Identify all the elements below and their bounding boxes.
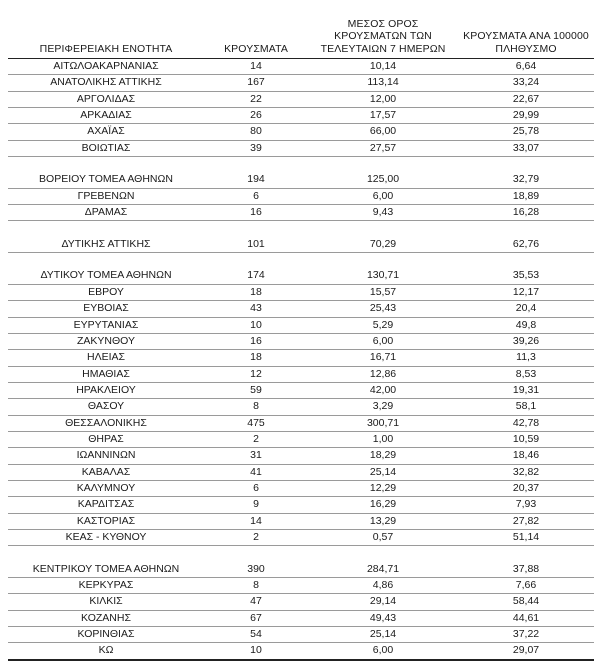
cases-per-100k-cell: 7,66 (515, 579, 537, 591)
table-row (8, 285, 594, 301)
seven-day-average-cell: 3,29 (372, 400, 394, 413)
cases-per-100k-cell: 33,24 (512, 76, 540, 89)
table-row (8, 124, 594, 140)
cases-cell: 39 (250, 141, 262, 154)
seven-day-average-cell: 17,57 (369, 109, 397, 122)
table-row (8, 643, 594, 660)
table-row (8, 318, 594, 334)
cases-cell: 10 (250, 644, 262, 657)
cases-cell: 10 (250, 318, 262, 331)
table-row (8, 383, 594, 399)
table-body (8, 59, 594, 661)
region-cell: ΗΜΑΘΙΑΣ (82, 367, 130, 380)
cases-per-100k-cell: 10,59 (512, 432, 540, 445)
seven-day-average-cell: 130,71 (366, 269, 400, 282)
cases-per-100k-cell: 12,17 (512, 285, 540, 298)
cases-cell: 43 (250, 302, 262, 315)
seven-day-average-cell: 6,00 (372, 644, 394, 657)
table-row (8, 172, 594, 188)
cases-cell: 18 (250, 351, 262, 364)
table-row (8, 350, 594, 366)
region-cell: ΘΗΡΑΣ (88, 432, 124, 445)
region-cell: ΕΥΡΥΤΑΝΙΑΣ (73, 318, 139, 331)
cases-per-100k-cell: 19,31 (512, 383, 540, 396)
cases-per-100k-cell: 32,79 (512, 173, 540, 186)
seven-day-average-cell: 12,00 (369, 92, 397, 105)
seven-day-average-cell: 9,43 (372, 206, 394, 219)
region-cell: ΚΟΡΙΝΘΙΑΣ (77, 628, 135, 641)
cases-per-100k-cell: 49,8 (515, 318, 537, 331)
seven-day-average-cell: 18,29 (369, 449, 397, 462)
cases-per-100k-cell: 32,82 (512, 465, 540, 478)
cases-per-100k-cell: 7,93 (515, 498, 537, 511)
seven-day-average-cell: 10,14 (369, 60, 397, 72)
table-row (8, 268, 594, 284)
cases-cell: 9 (253, 498, 259, 511)
cases-cell: 67 (250, 611, 262, 624)
table-row (8, 141, 594, 157)
seven-day-average-cell: 70,29 (369, 237, 397, 250)
region-cell: ΚΑΛΥΜΝΟΥ (76, 481, 136, 494)
region-cell: ΕΒΡΟΥ (88, 285, 124, 298)
cases-per-100k-cell: 35,53 (512, 269, 540, 282)
table-row (8, 301, 594, 317)
region-cell: ΚΕΑΣ - ΚΥΘΝΟΥ (65, 530, 147, 543)
cases-cell: 14 (250, 60, 262, 72)
table-row (8, 367, 594, 383)
table-row (8, 465, 594, 481)
cases-cell: 26 (250, 109, 262, 122)
seven-day-average-cell: 13,29 (369, 514, 397, 527)
table-row (8, 514, 594, 530)
cases-cell: 101 (247, 237, 265, 250)
cases-per-100k-cell: 16,28 (512, 206, 540, 219)
region-cell: ΒΟΡΕΙΟΥ ΤΟΜΕΑ ΑΘΗΝΩΝ (39, 173, 173, 186)
spacer-row (8, 253, 594, 268)
seven-day-average-cell: 12,29 (369, 481, 397, 494)
table-row (8, 416, 594, 432)
header-cases-per-100k (458, 30, 594, 55)
region-cell: ΗΛΕΙΑΣ (86, 351, 125, 364)
header-cases-per-100k-line: ΚΡΟΥΣΜΑΤΑ ΑΝΑ 100000 (463, 30, 589, 42)
region-cell: ΔΥΤΙΚΟΥ ΤΟΜΕΑ ΑΘΗΝΩΝ (40, 269, 172, 282)
cases-per-100k-cell: 39,26 (512, 334, 540, 347)
seven-day-average-cell: 29,14 (369, 595, 397, 608)
table-row (8, 594, 594, 610)
cases-per-100k-cell: 27,82 (512, 514, 540, 527)
region-cell: ΔΥΤΙΚΗΣ ΑΤΤΙΚΗΣ (61, 237, 151, 250)
cases-per-100k-cell: 18,89 (512, 189, 540, 202)
table-row (8, 481, 594, 497)
seven-day-average-cell: 125,00 (366, 173, 400, 186)
cases-cell: 8 (253, 400, 259, 413)
header-region-line: ΠΕΡΙΦΕΡΕΙΑΚΗ ΕΝΟΤΗΤΑ (39, 42, 173, 55)
cases-per-100k-cell: 22,67 (512, 92, 540, 105)
cases-cell: 41 (250, 465, 262, 478)
cases-per-100k-cell: 8,53 (515, 367, 537, 380)
header-region (8, 43, 204, 56)
cases-per-100k-cell: 18,46 (512, 449, 540, 462)
cases-per-100k-cell: 42,78 (512, 416, 540, 429)
region-cell: ΚΟΖΑΝΗΣ (81, 611, 131, 624)
cases-per-100k-cell: 20,4 (515, 302, 537, 315)
region-cell: ΙΩΑΝΝΙΝΩΝ (76, 449, 136, 462)
cases-cell: 390 (247, 562, 265, 575)
cases-cell: 6 (253, 189, 259, 202)
seven-day-average-cell: 66,00 (369, 125, 397, 138)
region-cell: ΔΡΑΜΑΣ (84, 206, 128, 219)
cases-per-100k-cell: 58,44 (512, 595, 540, 608)
seven-day-average-cell: 12,86 (369, 367, 397, 380)
table-row (8, 237, 594, 253)
cases-cell: 475 (247, 416, 265, 429)
cases-per-100k-cell: 11,3 (516, 351, 536, 364)
region-cell: ΚΩ (98, 644, 114, 657)
table-row (8, 448, 594, 464)
cases-per-100k-cell: 51,14 (512, 530, 540, 543)
cases-per-100k-cell: 33,07 (512, 141, 540, 154)
seven-day-average-cell: 6,00 (372, 334, 394, 347)
seven-day-average-cell: 25,14 (369, 465, 397, 478)
cases-cell: 12 (250, 367, 262, 380)
region-cell: ΓΡΕΒΕΝΩΝ (77, 189, 135, 202)
spacer-row (8, 157, 594, 172)
cases-cell: 59 (250, 383, 262, 396)
table-row (8, 205, 594, 221)
cases-cell: 22 (250, 92, 262, 105)
seven-day-average-cell: 16,71 (369, 351, 397, 364)
region-cell: ΒΟΙΩΤΙΑΣ (81, 141, 131, 154)
region-cell: ΑΡΓΟΛΙΔΑΣ (76, 92, 136, 105)
cases-per-100k-cell: 58,1 (515, 400, 537, 413)
cases-cell: 194 (247, 173, 265, 186)
table-row (8, 578, 594, 594)
header-cases (204, 43, 308, 56)
region-cell: ΕΥΒΟΙΑΣ (83, 302, 129, 315)
cases-per-100k-cell: 37,88 (512, 562, 540, 575)
seven-day-average-cell: 5,29 (372, 318, 394, 331)
cases-cell: 6 (253, 481, 259, 494)
header-seven-day-average-line: ΜΕΣΟΣ ΟΡΟΣ (347, 17, 419, 30)
header-seven-day-average (308, 18, 458, 56)
table-row (8, 399, 594, 415)
region-cell: ΑΡΚΑΔΙΑΣ (80, 109, 132, 122)
cases-per-100k-cell: 20,37 (512, 481, 540, 494)
table-row (8, 497, 594, 513)
seven-day-average-cell: 0,57 (372, 530, 394, 543)
cases-per-100k-cell: 29,99 (512, 109, 540, 122)
cases-cell: 16 (250, 334, 262, 347)
cases-cell: 54 (250, 628, 262, 641)
cases-per-100k-cell: 44,61 (512, 611, 540, 624)
table-row (8, 562, 594, 578)
seven-day-average-cell: 113,14 (367, 76, 399, 89)
table-row (8, 627, 594, 643)
spacer-row (8, 546, 594, 561)
region-cell: ΑΙΤΩΛΟΑΚΑΡΝΑΝΙΑΣ (53, 60, 159, 72)
region-cell: ΚΑΒΑΛΑΣ (81, 465, 131, 478)
cases-per-100k-cell: 6,64 (515, 60, 537, 72)
region-cell: ΚΑΡΔΙΤΣΑΣ (77, 498, 135, 511)
table-row (8, 432, 594, 448)
cases-per-100k-cell: 37,22 (512, 628, 540, 641)
cases-cell: 31 (250, 449, 262, 462)
table-row (8, 334, 594, 350)
seven-day-average-cell: 25,14 (369, 628, 397, 641)
table-row (8, 59, 594, 75)
seven-day-average-cell: 15,57 (369, 285, 397, 298)
seven-day-average-cell: 25,43 (369, 302, 397, 315)
seven-day-average-cell: 1,00 (372, 432, 394, 445)
header-cases-per-100k-line: ΠΛΗΘΥΣΜΟ (495, 42, 557, 55)
cases-per-100k-cell: 25,78 (512, 125, 540, 138)
cases-cell: 2 (253, 432, 259, 445)
region-cell: ΗΡΑΚΛΕΙΟΥ (76, 383, 136, 396)
header-seven-day-average-line: ΤΕΛΕΥΤΑΙΩΝ 7 ΗΜΕΡΩΝ (320, 42, 446, 55)
table-header (8, 0, 594, 59)
table-row (8, 108, 594, 124)
table-row (8, 189, 594, 205)
region-cell: ΚΕΡΚΥΡΑΣ (78, 579, 134, 591)
region-cell: ΑΧΑΪΑΣ (87, 125, 125, 138)
seven-day-average-cell: 16,29 (369, 498, 397, 511)
region-cell: ΚΑΣΤΟΡΙΑΣ (76, 514, 136, 527)
region-cell: ΖΑΚΥΝΘΟΥ (76, 334, 135, 347)
spacer-row (8, 221, 594, 236)
seven-day-average-cell: 27,57 (369, 141, 397, 154)
cases-cell: 8 (253, 579, 259, 591)
region-cell: ΘΕΣΣΑΛΟΝΙΚΗΣ (65, 416, 147, 429)
cases-cell: 16 (250, 206, 262, 219)
table-row (8, 75, 594, 91)
cases-per-100k-cell: 29,07 (512, 644, 540, 657)
region-cell: ΑΝΑΤΟΛΙΚΗΣ ΑΤΤΙΚΗΣ (50, 76, 162, 89)
cases-cell: 80 (250, 125, 262, 138)
seven-day-average-cell: 300,71 (366, 416, 400, 429)
cases-table (8, 0, 594, 661)
seven-day-average-cell: 284,71 (366, 562, 400, 575)
table-row (8, 530, 594, 546)
region-cell: ΚΕΝΤΡΙΚΟΥ ΤΟΜΕΑ ΑΘΗΝΩΝ (32, 562, 180, 575)
seven-day-average-cell: 6,00 (372, 189, 394, 202)
cases-cell: 14 (250, 514, 262, 527)
cases-cell: 47 (250, 595, 262, 608)
cases-cell: 167 (247, 76, 265, 89)
region-cell: ΚΙΛΚΙΣ (89, 595, 123, 608)
cases-cell: 174 (247, 269, 265, 282)
table-row (8, 611, 594, 627)
cases-per-100k-cell: 62,76 (512, 237, 540, 250)
seven-day-average-cell: 42,00 (369, 383, 397, 396)
seven-day-average-cell: 4,86 (372, 579, 394, 591)
table-row (8, 92, 594, 108)
region-cell: ΘΑΣΟΥ (87, 400, 125, 413)
cases-cell: 18 (250, 285, 262, 298)
cases-cell: 2 (253, 530, 259, 543)
header-seven-day-average-line: ΚΡΟΥΣΜΑΤΩΝ ΤΩΝ (334, 30, 432, 42)
header-cases-line: ΚΡΟΥΣΜΑΤΑ (224, 42, 288, 55)
seven-day-average-cell: 49,43 (369, 611, 397, 624)
